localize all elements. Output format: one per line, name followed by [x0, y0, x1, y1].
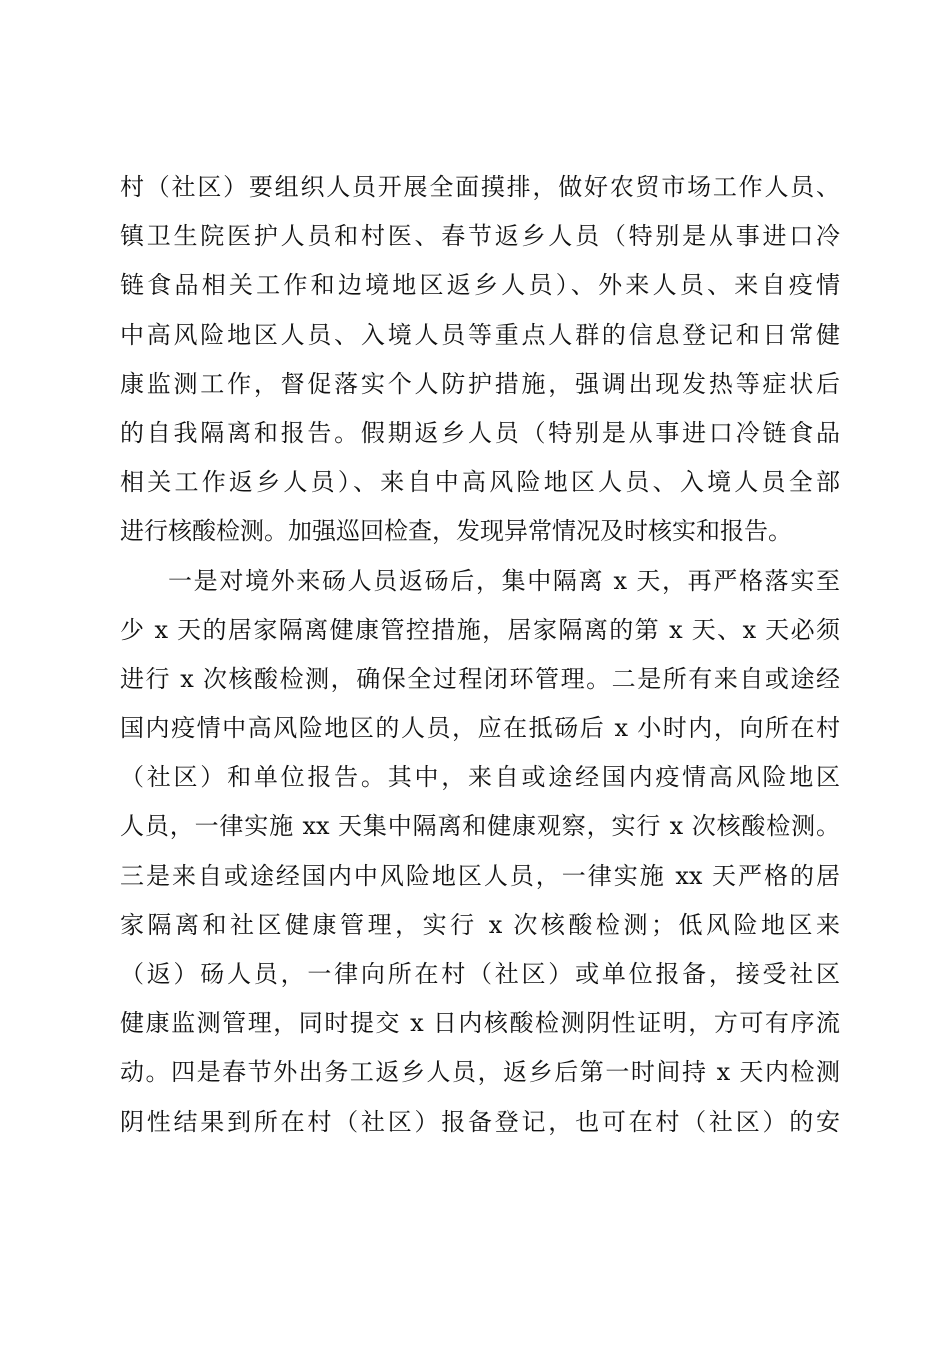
paragraph-line: 三是来自或途经国内中风险地区人员，一律实施 xx 天严格的居	[120, 861, 840, 890]
paragraph-line: 国内疫情中高风险地区的人员，应在抵砀后 x 小时内，向所在村	[120, 714, 840, 743]
paragraph-line: 人员，一律实施 xx 天集中隔离和健康观察，实行 x 次核酸检测。	[120, 812, 840, 841]
paragraph-line: 家隔离和社区健康管理，实行 x 次核酸检测；低风险地区来	[120, 910, 840, 939]
paragraph-line: 进行 x 次核酸检测，确保全过程闭环管理。二是所有来自或途经	[120, 664, 840, 693]
paragraph-line: 村（社区）要组织人员开展全面摸排，做好农贸市场工作人员、	[120, 173, 840, 201]
paragraph-line: 康监测工作，督促落实个人防护措施，强调出现发热等症状后	[120, 369, 840, 398]
paragraph-line: （社区）和单位报告。其中，来自或途经国内疫情高风险地区	[120, 763, 840, 792]
paragraph-line: 链食品相关工作和边境地区返乡人员）、外来人员、来自疫情	[120, 271, 840, 300]
paragraph-line: 动。四是春节外出务工返乡人员，返乡后第一时间持 x 天内检测	[120, 1058, 840, 1087]
document-body	[120, 163, 840, 1147]
paragraph-line: 中高风险地区人员、入境人员等重点人群的信息登记和日常健	[120, 320, 840, 349]
paragraph-line: 镇卫生院医护人员和村医、春节返乡人员（特别是从事进口冷	[120, 222, 840, 251]
paragraph-line: 少 x 天的居家隔离健康管控措施，居家隔离的第 x 天、x 天必须	[120, 615, 840, 644]
paragraph-line: 相关工作返乡人员）、来自中高风险地区人员、入境人员全部	[120, 468, 840, 497]
paragraph-line: （返）砀人员，一律向所在村（社区）或单位报备，接受社区	[120, 960, 840, 988]
paragraph-line: 的自我隔离和报告。假期返乡人员（特别是从事进口冷链食品	[120, 418, 840, 447]
paragraph-line: 健康监测管理，同时提交 x 日内核酸检测阴性证明，方可有序流	[120, 1009, 840, 1038]
paragraph-2	[120, 557, 840, 1147]
paragraph-line: 进行核酸检测。加强巡回检查，发现异常情况及时核实和报告。	[120, 517, 792, 546]
paragraph-1	[120, 163, 840, 557]
paragraph-line: 阴性结果到所在村（社区）报备登记，也可在村（社区）的安	[120, 1107, 840, 1136]
paragraph-line: 一是对境外来砀人员返砀后，集中隔离 x 天，再严格落实至	[168, 566, 840, 595]
